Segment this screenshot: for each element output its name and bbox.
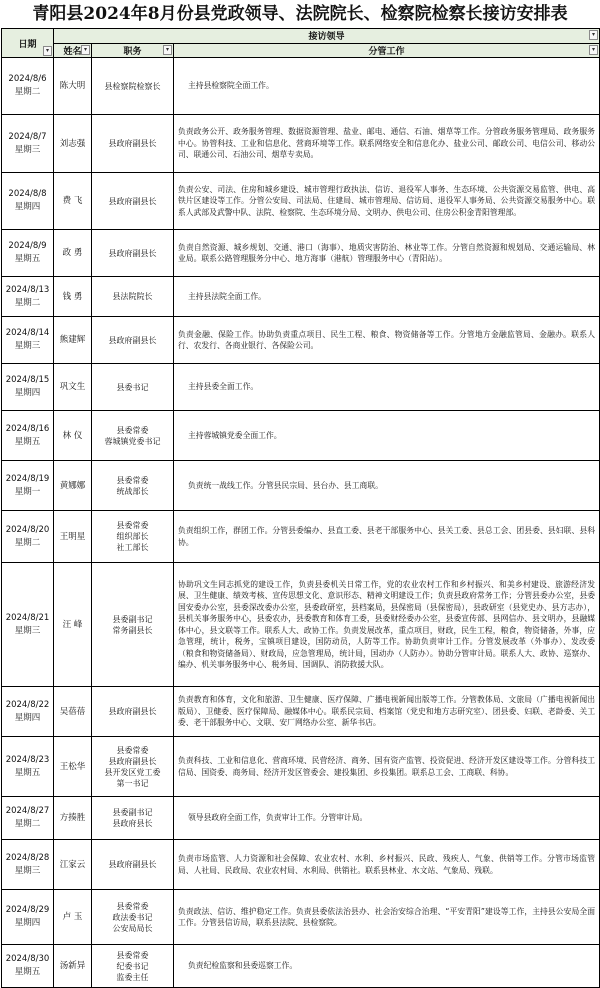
post-line: 县委常委 <box>116 901 149 911</box>
duty-cell: 负责政务公开、政务服务管理、数据资源管理、盐业、邮电、通信、石油、烟草等工作。分管政务服务管理局、政务服务中心。协管科技、工业和信息化、营商环境等工作。联系网络安全和信息化办、盐业公司、邮政公司、电信公司、移动公司、联通公司、石油公司、烟草专卖局。 <box>174 115 600 173</box>
date-value: 2024/8/30 <box>5 954 50 964</box>
weekday-value: 星期五 <box>14 767 41 778</box>
table-row <box>2 511 600 563</box>
header-date[interactable] <box>2 29 54 58</box>
date-value: 2024/8/29 <box>5 905 50 915</box>
weekday-value: 星期四 <box>14 918 41 928</box>
duty-cell: 主持县委全面工作。 <box>174 364 600 411</box>
table-row <box>2 890 600 945</box>
post-cell <box>92 115 174 173</box>
table-row <box>2 58 600 115</box>
duty-cell: 领导县政府全面工作，负责审计工作。分管审计局。 <box>174 797 600 840</box>
duty-cell: 主持县检察院全面工作。 <box>174 58 600 115</box>
post-line: 县政府副县长 <box>108 139 157 148</box>
post-cell <box>92 461 174 511</box>
post-line: 县委常委 <box>116 745 149 755</box>
weekday-value: 星期三 <box>14 865 41 876</box>
date-value: 2024/8/8 <box>8 189 47 199</box>
post-line: 县委常委 <box>116 475 149 485</box>
duty-cell: 负责公安、司法、住房和城乡建设、城市管理行政执法、信访、退役军人事务、生态环境、公共资源交易监管、供电、高铁片区建设等工作。分管公安局、司法局、住建局、城市管理局、信访局、退役军人事务局、公共资源交易服务中心。联系人武部及武警中队、法院、检察院、生态环境分局、文明办、供电公司、住房公积金青阳管理部。 <box>174 173 600 230</box>
post-line: 县政府副县长 <box>108 860 157 869</box>
post-line: 县政府副县长 <box>108 335 157 345</box>
name-cell: 巩文生 <box>54 364 92 411</box>
duty-cell: 主持蓉城镇党委全面工作。 <box>174 411 600 461</box>
post-line: 县委副书记 <box>112 808 153 817</box>
date-value: 2024/8/20 <box>5 524 50 535</box>
header-duty[interactable] <box>174 43 600 58</box>
post-line: 县检察院检察长 <box>104 81 161 91</box>
post-cell <box>92 890 174 945</box>
filter-dropdown-icon[interactable]: ▾ <box>163 45 172 55</box>
duty-cell: 负责组织工作，群团工作。分管县委编办、县直工委、县老干部服务中心、县关工委、县总工会、团县委、县妇联、县科协。 <box>174 511 600 563</box>
header-name-label: 姓名 <box>63 46 82 57</box>
header-group <box>54 29 600 44</box>
name-cell: 汪 峰 <box>54 563 92 687</box>
date-value: 2024/8/9 <box>8 241 47 251</box>
filter-dropdown-icon[interactable]: ▾ <box>43 46 52 56</box>
post-line: 县开发区党工委 <box>104 767 161 777</box>
name-cell: 林 仪 <box>54 411 92 461</box>
weekday-value: 星期四 <box>14 202 41 212</box>
post-cell <box>92 797 174 840</box>
date-value: 2024/8/7 <box>8 131 47 142</box>
post-line: 纪委书记 <box>116 961 149 971</box>
post-cell <box>92 840 174 890</box>
duty-cell: 负责金融、保险工作。协助负责重点项目、民生工程、粮食、物资储备等工作。分管地方金融监管局、金融办。联系人行、农发行、各商业银行、各保险公司。 <box>174 317 600 364</box>
date-cell <box>2 563 54 687</box>
table-row <box>2 563 600 687</box>
post-cell <box>92 230 174 277</box>
post-line: 县政府副县长 <box>108 196 157 206</box>
post-line: 县政府副县长 <box>108 248 157 258</box>
date-cell <box>2 461 54 511</box>
header-post-label: 职务 <box>123 46 142 57</box>
name-cell: 黄娜娜 <box>54 461 92 511</box>
date-cell <box>2 945 54 988</box>
name-cell: 吴蓓蓓 <box>54 687 92 737</box>
date-value: 2024/8/16 <box>5 423 50 434</box>
post-cell <box>92 58 174 115</box>
weekday-value: 星期二 <box>14 819 41 829</box>
name-cell: 刘志强 <box>54 115 92 173</box>
post-line: 蓉城镇党委书记 <box>104 436 161 446</box>
post-line: 县法院院长 <box>112 292 153 301</box>
name-cell: 陈大明 <box>54 58 92 115</box>
post-cell <box>92 511 174 563</box>
date-cell <box>2 840 54 890</box>
post-cell <box>92 563 174 687</box>
date-value: 2024/8/21 <box>5 612 50 623</box>
post-cell <box>92 737 174 797</box>
name-cell: 政 勇 <box>54 230 92 277</box>
post-line: 统战部长 <box>116 486 149 496</box>
duty-cell: 负责纪检监察和县委巡察工作。 <box>174 945 600 988</box>
name-cell: 费 飞 <box>54 173 92 230</box>
duty-cell: 负责科技、工业和信息化、营商环境、民营经济、商务、国有资产监管、投资促进、经济开发区建设等工作。分管科技工信局、国资委、商务局、经济开发区管委会、建投集团、乡投集团。联系总工会、工商联、科协。 <box>174 737 600 797</box>
date-value: 2024/8/13 <box>5 284 50 295</box>
post-line: 监委主任 <box>116 972 149 982</box>
post-line: 政法委书记 <box>112 912 153 922</box>
post-line: 社工部长 <box>116 543 149 552</box>
table-row <box>2 411 600 461</box>
table-row <box>2 797 600 840</box>
page-title: 青阳县2024年8月份县党政领导、法院院长、检察院检察长接访安排表 <box>32 4 568 24</box>
post-cell <box>92 317 174 364</box>
filter-dropdown-icon[interactable]: ▾ <box>81 45 90 55</box>
post-line: 县政府副县长 <box>108 707 157 716</box>
header-duty-label: 分管工作 <box>368 46 405 57</box>
name-cell: 方揍胜 <box>54 797 92 840</box>
date-cell <box>2 364 54 411</box>
date-cell <box>2 890 54 945</box>
table-row <box>2 277 600 317</box>
header-date-label: 日期 <box>18 39 37 50</box>
schedule-table <box>1 28 600 988</box>
post-line: 县委常委 <box>116 425 149 435</box>
post-cell <box>92 687 174 737</box>
table-row <box>2 364 600 411</box>
table-row <box>2 461 600 511</box>
post-line: 县委书记 <box>116 382 149 392</box>
name-cell: 江家云 <box>54 840 92 890</box>
duty-cell: 负责政法、信访、维护稳定工作。负责县委依法治县办、社会治安综合治理、“平安青阳”建设等工作，主持县公安局全面工作。分管县信访局，联系县法院、县检察院。 <box>174 890 600 945</box>
table-row <box>2 737 600 797</box>
duty-cell: 负责自然资源、城乡规划、交通、港口（海事）、地质灾害防治、林业等工作。分管自然资源和规划局、交通运输局、林业局。联系公路管理服务分中心、地方海事（港航）管理服务中心（青阳站）。 <box>174 230 600 277</box>
duty-cell: 协助巩文生同志抓党的建设工作，负责县委机关日常工作，党的农业农村工作和乡村振兴、和美乡村建设、旅游经济发展、卫生健康、绩效考核、宣传思想文化、意识形态、精神文明建设工作；负责县政府常务工作；分管县委办公室，县委国安委办公室，县委深改委办公室，县委政研室，县档案局，县保密局（县保密局），县政研室（县党史办、县方志办），县机关事务服务中心，县委农办，县委教育和体育工委，县委财经委办公室，县委宣传部、县网信办、县文明办，县融媒体中心，县文联等工作。联系人大、政协工作。负责发展改革，重点项目，财政，民生工程，粮食，物资储备，外事，应急管理，统计，税务，宝镇项目建设，国防动员，人防等工作。协助负责审计工作。分管发展改革（外事办）、发改委（粮食和物资储备局）、财政局，应急管理局，统计局，国动办（人防办）。协助分管审计局。联系人大、政协、巡察办、编办、机关事务服务中心、税务局、国调队、消防救援大队。 <box>174 563 600 687</box>
name-cell: 卢 玉 <box>54 890 92 945</box>
weekday-value: 星期四 <box>14 712 41 723</box>
date-cell <box>2 797 54 840</box>
date-cell <box>2 511 54 563</box>
table-row <box>2 945 600 988</box>
duty-cell: 负责统一战线工作。分管县民宗局、县台办、县工商联。 <box>174 461 600 511</box>
post-cell <box>92 277 174 317</box>
name-cell: 钱 勇 <box>54 277 92 317</box>
post-line: 常务副县长 <box>112 625 153 635</box>
date-cell <box>2 737 54 797</box>
table-row <box>2 115 600 173</box>
post-line: 县委常委 <box>116 521 149 530</box>
date-value: 2024/8/19 <box>5 473 50 484</box>
date-value: 2024/8/28 <box>5 852 50 863</box>
weekday-value: 星期五 <box>14 254 41 264</box>
post-cell <box>92 411 174 461</box>
date-cell <box>2 230 54 277</box>
table-row <box>2 840 600 890</box>
post-line: 县委副书记 <box>112 614 153 624</box>
post-line: 县政府副县长 <box>108 756 157 766</box>
post-cell <box>92 173 174 230</box>
weekday-value: 星期二 <box>14 297 41 308</box>
date-cell <box>2 173 54 230</box>
name-cell: 熊建辉 <box>54 317 92 364</box>
date-cell <box>2 277 54 317</box>
date-value: 2024/8/14 <box>5 328 50 338</box>
weekday-value: 星期二 <box>14 87 41 97</box>
duty-cell: 负责教育和体育，文化和旅游、卫生健康、医疗保障、广播电视新闻出版等工作。分管教体局、文旅局（广播电视新闻出版局）、卫健委、医疗保障局、融媒体中心。联系民宗局、档案馆（党史和地方志研究室）、团县委、妇联、老龄委、关工委、老干部服务中心、文联、安厂网络办公室、新华书店。 <box>174 687 600 737</box>
weekday-value: 星期三 <box>14 341 41 351</box>
post-line: 公安局局长 <box>112 923 153 933</box>
table-row <box>2 230 600 277</box>
weekday-value: 星期三 <box>14 625 41 636</box>
table-row <box>2 317 600 364</box>
header-group-label: 接访领导 <box>308 32 345 43</box>
header-post[interactable] <box>92 43 174 58</box>
date-value: 2024/8/27 <box>5 806 50 816</box>
date-value: 2024/8/23 <box>5 754 50 765</box>
post-line: 县政府县长 <box>112 819 153 828</box>
weekday-value: 星期五 <box>14 967 41 977</box>
post-line: 组织部长 <box>116 532 149 541</box>
name-cell: 汤新异 <box>54 945 92 988</box>
post-line: 县委常委 <box>116 950 149 960</box>
date-cell <box>2 317 54 364</box>
date-value: 2024/8/6 <box>8 74 47 84</box>
weekday-value: 星期一 <box>14 486 41 497</box>
date-cell <box>2 411 54 461</box>
post-line: 第一书记 <box>116 778 149 788</box>
weekday-value: 星期五 <box>14 436 41 447</box>
name-cell: 王明星 <box>54 511 92 563</box>
table-row <box>2 687 600 737</box>
header-name[interactable] <box>54 43 92 58</box>
date-value: 2024/8/22 <box>5 699 50 710</box>
filter-dropdown-icon[interactable]: ▾ <box>589 45 598 55</box>
table-row <box>2 173 600 230</box>
weekday-value: 星期三 <box>14 144 41 155</box>
post-cell <box>92 364 174 411</box>
duty-cell: 负责市场监管、人力资源和社会保障、农业农村、水利、乡村振兴、民政、残疾人、气象、供销等工作。分管市场监管局、人社局、民政局、农业农村局、水利局、供销社。联系县林业、水文站、气象局、残联。 <box>174 840 600 890</box>
post-cell <box>92 945 174 988</box>
duty-cell: 主持县法院全面工作。 <box>174 277 600 317</box>
date-cell <box>2 115 54 173</box>
weekday-value: 星期四 <box>14 388 41 398</box>
date-value: 2024/8/15 <box>5 375 50 385</box>
weekday-value: 星期二 <box>14 537 41 548</box>
name-cell: 王松华 <box>54 737 92 797</box>
date-cell <box>2 687 54 737</box>
filter-dropdown-icon[interactable]: ▾ <box>589 30 598 40</box>
date-cell <box>2 58 54 115</box>
